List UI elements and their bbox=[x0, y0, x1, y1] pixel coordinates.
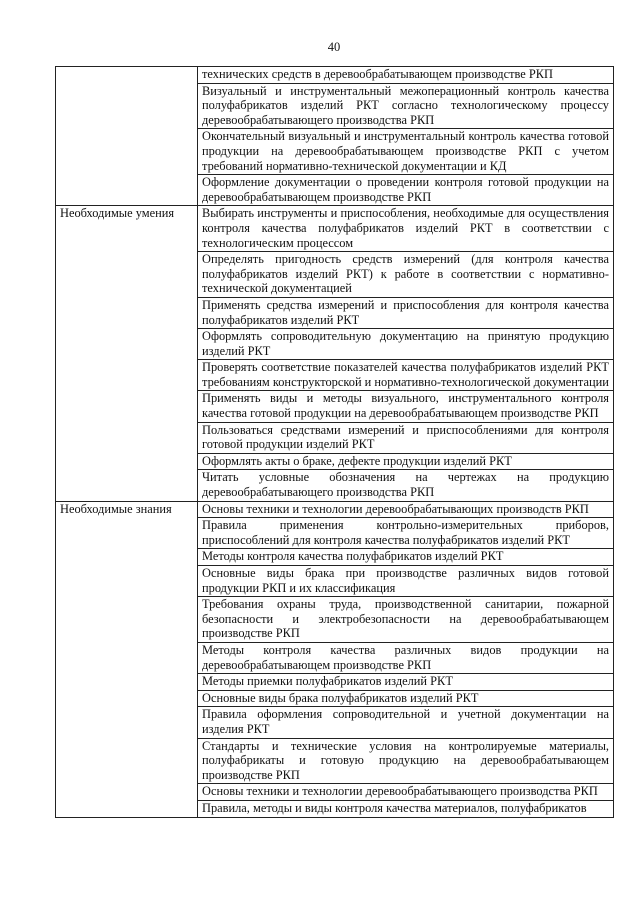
table-cell-item: Методы контроля качества полуфабрикатов изделий РКТ bbox=[198, 549, 614, 566]
table-cell-item: Основные виды брака полуфабрикатов изделий РКТ bbox=[198, 690, 614, 707]
table-cell-item: Оформление документации о проведении контроля готовой продукции на деревообрабатывающем производстве РКП bbox=[198, 175, 614, 206]
table-row bbox=[56, 501, 614, 518]
table-cell-item: Оформлять акты о браке, дефекте продукции изделий РКТ bbox=[198, 453, 614, 470]
table-cell-item: Правила применения контрольно-измерительных приборов, приспособлений для контроля качества полуфабрикатов изделий РКТ bbox=[198, 518, 614, 549]
table-cell-item: Требования охраны труда, производственной санитарии, пожарной безопасности и электробезопасности на деревообрабатывающем производстве РКП bbox=[198, 597, 614, 643]
table-row bbox=[56, 67, 614, 84]
table-cell-item: технических средств в деревообрабатывающем производстве РКП bbox=[198, 67, 614, 84]
group-label-knowledge: Необходимые знания bbox=[56, 501, 198, 817]
table-cell-item: Правила оформления сопроводительной и учетной документации на изделия РКТ bbox=[198, 707, 614, 738]
table-cell-item: Выбирать инструменты и приспособления, необходимые для осуществления контроля качества полуфабрикатов изделий РКТ в соответствии с технологическим процессом bbox=[198, 206, 614, 252]
table-cell-item: Стандарты и технические условия на контролируемые материалы, полуфабрикаты и готовую продукцию на деревообрабатывающем производстве РКП bbox=[198, 738, 614, 784]
table-cell-item: Проверять соответствие показателей качества полуфабрикатов изделий РКТ требованиям конструкторской и нормативно-технологической документации bbox=[198, 360, 614, 391]
table-cell-item: Правила, методы и виды контроля качества материалов, полуфабрикатов bbox=[198, 800, 614, 817]
table-cell-item: Читать условные обозначения на чертежах на продукцию деревообрабатывающего производства РКП bbox=[198, 470, 614, 501]
table-cell-item: Основы техники и технологии деревообрабатывающего производства РКП bbox=[198, 784, 614, 801]
table-cell-item: Применять средства измерений и приспособления для контроля качества полуфабрикатов изделий РКТ bbox=[198, 297, 614, 328]
table-row bbox=[56, 206, 614, 252]
table-cell-item: Определять пригодность средств измерений (для контроля качества полуфабрикатов изделий РКТ) к работе в соответствии с нормативно-технической документацией bbox=[198, 252, 614, 298]
requirements-table bbox=[55, 66, 614, 818]
table-cell-item: Пользоваться средствами измерений и приспособлениями для контроля готовой продукции изделий РКТ bbox=[198, 422, 614, 453]
table-cell-item: Визуальный и инструментальный межоперационный контроль качества полуфабрикатов изделий РКТ согласно технологическому процессу деревообрабатывающего производства РКП bbox=[198, 83, 614, 129]
table-cell-item: Методы контроля качества различных видов продукции на деревообрабатывающем производстве РКП bbox=[198, 642, 614, 673]
table-cell-item: Основы техники и технологии деревообрабатывающих производств РКП bbox=[198, 501, 614, 518]
page-number: 40 bbox=[327, 40, 341, 54]
table-cell-item: Оформлять сопроводительную документацию на принятую продукцию изделий РКТ bbox=[198, 329, 614, 360]
table-cell-item: Методы приемки полуфабрикатов изделий РКТ bbox=[198, 674, 614, 691]
table-cell-item: Основные виды брака при производстве различных видов готовой продукции РКП и их классификация bbox=[198, 566, 614, 597]
group-label-skills: Необходимые умения bbox=[56, 206, 198, 501]
table-cell-item: Окончательный визуальный и инструментальный контроль качества готовой продукции на деревообрабатывающем производстве РКП с учетом требований нормативно-технической документации и КД bbox=[198, 129, 614, 175]
group-label-continuation bbox=[56, 67, 198, 206]
table-cell-item: Применять виды и методы визуального, инструментального контроля качества готовой продукции на деревообрабатывающем производстве РКП bbox=[198, 391, 614, 422]
